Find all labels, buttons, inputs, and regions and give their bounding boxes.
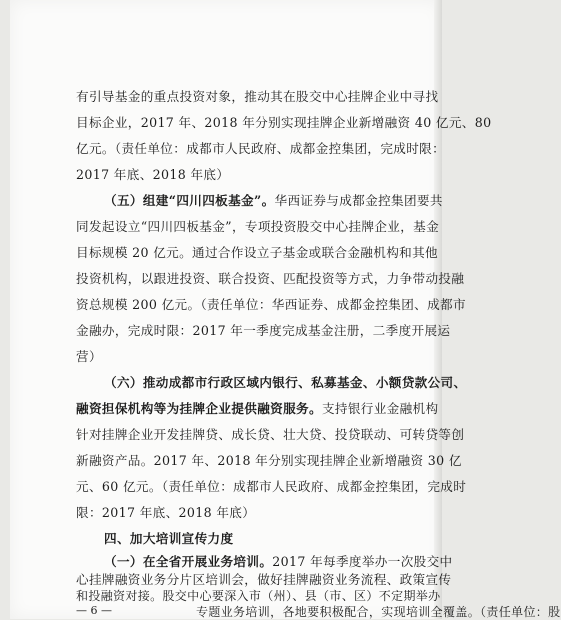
item-title-continued: 融资担保机构等为挂牌企业提供融资服务。 xyxy=(76,401,322,416)
text-line: 新融资产品。2017 年、2018 年分别实现挂牌企业新增融资 30 亿 xyxy=(76,453,462,468)
document-page xyxy=(10,0,561,619)
paragraph-line xyxy=(104,190,443,209)
text-line: 营） xyxy=(76,349,102,364)
page-number: — 6 — xyxy=(76,604,112,617)
text-run: 2017 年每季度举办一次股交中 xyxy=(272,554,453,569)
text-line: 金融办，完成时限：2017 年一季度完成基金注册，二季度开展运 xyxy=(76,323,451,338)
text-line: 同发起设立“四川四板基金”，专项投资股交中心挂牌企业，基金 xyxy=(76,219,440,234)
text-line: 资总规模 200 亿元。（责任单位：华西证券、成都金控集团、成都市 xyxy=(76,297,466,312)
paragraph-line xyxy=(76,398,438,417)
item-title: （一）在全省开展业务培训。 xyxy=(104,554,273,569)
text-run: 支持银行业金融机构 xyxy=(321,401,439,416)
section-heading: 四、加大培训宣传力度 xyxy=(104,531,234,546)
text-line: 2017 年底、2018 年底） xyxy=(76,167,230,182)
paragraph-line xyxy=(104,551,452,570)
text-run: 华西证券与成都金控集团要共 xyxy=(274,193,443,208)
text-line: 元、60 亿元。（责任单位：成都市人民政府、成都金控集团，完成时 xyxy=(76,479,467,494)
text-line: 心挂牌融资业务分片区培训会，做好挂牌融资业务流程、政策宣传 xyxy=(76,572,452,587)
item-title: （五）组建“四川四板基金”。 xyxy=(104,193,275,208)
text-line: 有引导基金的重点投资对象，推动其在股交中心挂牌企业中寻找 xyxy=(76,89,439,104)
text-line: 专题业务培训，各地要积极配合，实现培训全覆盖。（责任单位：股 xyxy=(196,605,561,619)
text-line: 投资机构，以跟进投资、联合投资、匹配投资等方式，力争带动投融 xyxy=(76,271,465,286)
text-line: 和投融资对接。股交中心要深入市（州）、县（市、区）不定期举办 xyxy=(76,589,441,603)
text-line: 亿元。（责任单位：成都市人民政府、成都金控集团，完成时限： xyxy=(76,141,446,156)
text-line: 针对挂牌企业开发挂牌贷、成长贷、壮大贷、投贷联动、可转贷等创 xyxy=(76,427,465,442)
item-title: （六）推动成都市行政区域内银行、私募基金、小额贷款公司、 xyxy=(104,375,467,390)
text-line: 目标企业，2017 年、2018 年分别实现挂牌企业新增融资 40 亿元、80 xyxy=(76,115,492,130)
text-line: 限：2017 年底、2018 年底） xyxy=(76,505,256,520)
text-line: 目标规模 20 亿元。通过合作设立子基金或联合金融机构和其他 xyxy=(76,245,438,260)
